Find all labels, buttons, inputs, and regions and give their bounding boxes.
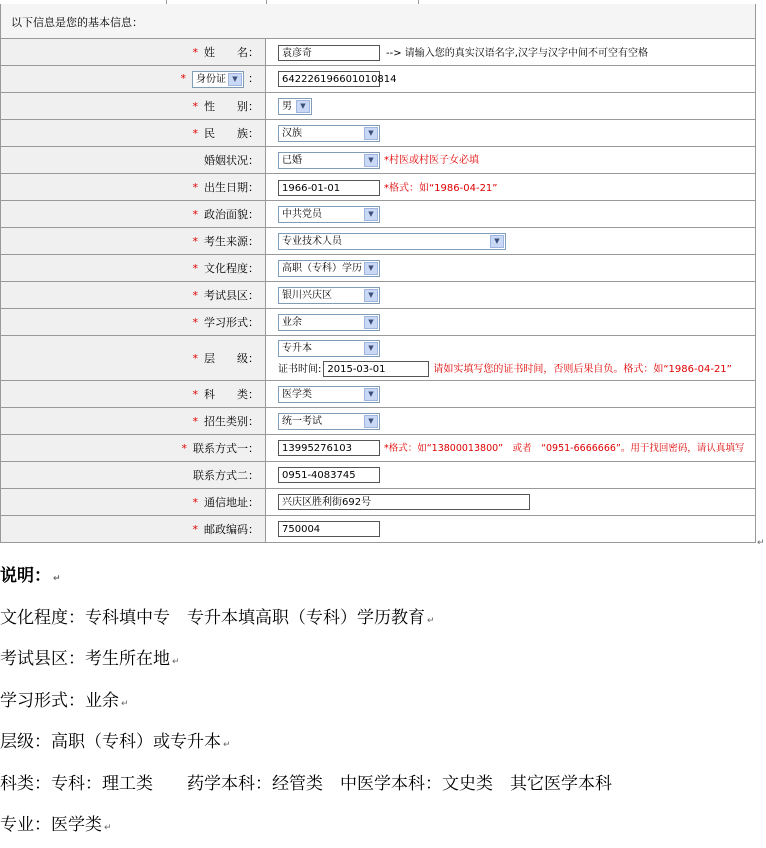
- subject-select[interactable]: [278, 386, 380, 403]
- row-name: [1, 39, 756, 66]
- required-star: *: [192, 262, 198, 275]
- value-cell: [266, 174, 756, 201]
- paragraph-mark-icon: ↵: [172, 657, 180, 667]
- notes-line: 科类：专科：理工类 药学本科：经管类 中医学本科：文史类 其它医学本科: [0, 773, 612, 794]
- value-cell: [266, 228, 756, 255]
- value-cell: [266, 516, 756, 543]
- chevron-down-icon: ▼: [296, 100, 310, 113]
- label-cell: [1, 201, 266, 228]
- notes-title: 说明： ↵: [0, 566, 61, 586]
- political-label: 政治面貌：: [204, 208, 259, 221]
- study-form-select[interactable]: [278, 314, 380, 331]
- chevron-down-icon: ▼: [364, 415, 378, 428]
- row-admission: [1, 408, 756, 435]
- id-type-select[interactable]: [192, 71, 244, 88]
- info-header: [0, 4, 756, 39]
- required-star: *: [192, 496, 198, 509]
- row-subject: [1, 381, 756, 408]
- notes-line: 学习形式：业余 ↵: [0, 690, 129, 711]
- value-cell: [266, 462, 756, 489]
- required-star: *: [192, 289, 198, 302]
- level-select[interactable]: [278, 340, 380, 357]
- chevron-down-icon: ▼: [364, 262, 378, 275]
- required-star: *: [192, 46, 198, 59]
- basic-info-form: [0, 38, 756, 543]
- marital-label: 婚姻状况：: [204, 154, 259, 167]
- marital-hint: *村医或村医子女必填: [384, 155, 479, 167]
- id-type-value: 身份证: [196, 73, 226, 85]
- paragraph-mark-icon: ↵: [104, 823, 112, 833]
- birth-hint: *格式：如“1986-04-21”: [384, 182, 498, 194]
- contact1-hint: *格式：如“13800013800” 或者 “0951-6666666”。用于找回密码，请认真填写: [384, 443, 745, 454]
- chevron-down-icon: ▼: [364, 289, 378, 302]
- label-cell: [1, 255, 266, 282]
- row-birth: [1, 174, 756, 201]
- name-hint: --> 请输入您的真实汉语名字,汉字与汉字中间不可空有空格: [386, 47, 648, 59]
- label-cell: [1, 435, 266, 462]
- required-star: *: [192, 415, 198, 428]
- label-cell: [1, 174, 266, 201]
- value-cell: [266, 201, 756, 228]
- row-gender: [1, 93, 756, 120]
- marital-select[interactable]: [278, 152, 380, 169]
- level-value: 专升本: [282, 342, 312, 354]
- value-cell: [266, 309, 756, 336]
- paragraph-mark-icon: ↵: [53, 574, 61, 584]
- row-political: [1, 201, 756, 228]
- label-cell: [1, 228, 266, 255]
- chevron-down-icon: ▼: [364, 316, 378, 329]
- info-header-text: 以下信息是您的基本信息：: [11, 16, 143, 29]
- notes-line: 层级：高职（专科）或专升本 ↵: [0, 732, 231, 752]
- value-cell: [266, 336, 756, 381]
- paragraph-mark-icon: ↵: [427, 615, 435, 626]
- contact2-label: 联系方式二：: [193, 469, 259, 482]
- value-cell: [266, 93, 756, 120]
- required-star: *: [192, 523, 198, 536]
- admission-label: 招生类别：: [204, 415, 259, 428]
- required-star: *: [192, 235, 198, 248]
- row-source: [1, 228, 756, 255]
- row-postcode: [1, 516, 756, 543]
- district-value: 银川兴庆区: [282, 289, 332, 301]
- postcode-input[interactable]: 750004: [278, 521, 380, 537]
- value-cell: [266, 66, 756, 93]
- ethnic-label: 民 族：: [204, 127, 259, 140]
- chevron-down-icon: ▼: [228, 73, 242, 86]
- address-input[interactable]: 兴庆区胜利街692号: [278, 494, 530, 510]
- ethnic-select[interactable]: [278, 125, 380, 142]
- label-cell: [1, 336, 266, 381]
- id-number-input[interactable]: 642226196601010814: [278, 71, 380, 87]
- marital-value: 已婚: [282, 154, 302, 166]
- subject-label: 科 类：: [204, 388, 259, 401]
- required-star: *: [192, 208, 198, 221]
- chevron-down-icon: ▼: [364, 342, 378, 355]
- cert-time-hint: 请如实填写您的证书时间，否则后果自负。格式：如“1986-04-21”: [433, 363, 732, 375]
- label-cell: [1, 516, 266, 543]
- label-cell: [1, 282, 266, 309]
- paragraph-mark-icon: ↵: [121, 698, 129, 709]
- notes-section: [0, 556, 766, 847]
- value-cell: [266, 255, 756, 282]
- political-value: 中共党员: [282, 208, 322, 220]
- chevron-down-icon: ▼: [364, 208, 378, 221]
- label-cell: [1, 147, 266, 174]
- ethnic-value: 汉族: [282, 127, 302, 139]
- contact1-label: 联系方式一：: [193, 442, 259, 455]
- name-input[interactable]: 袁彦奇: [278, 45, 380, 61]
- gender-label: 性 别：: [204, 100, 259, 113]
- row-contact1: [1, 435, 756, 462]
- required-star: *: [181, 442, 187, 455]
- chevron-down-icon: ▼: [364, 154, 378, 167]
- notes-line: 专业：医学类 ↵: [0, 815, 112, 835]
- label-cell: [1, 93, 266, 120]
- notes-line: 考试县区：考生所在地 ↵: [0, 649, 180, 669]
- birth-date-input[interactable]: 1966-01-01: [278, 180, 380, 196]
- level-label: 层 级：: [204, 352, 259, 365]
- required-star: *: [192, 352, 198, 365]
- label-cell: * 身份证 ▼ ：: [1, 66, 266, 93]
- label-cell: [1, 309, 266, 336]
- label-cell: [1, 120, 266, 147]
- row-contact2: [1, 462, 756, 489]
- value-cell: [266, 435, 756, 462]
- gender-select[interactable]: [278, 98, 312, 115]
- row-education: [1, 255, 756, 282]
- study-form-label: 学习形式：: [204, 316, 259, 329]
- row-address: [1, 489, 756, 516]
- district-label: 考试县区：: [204, 289, 259, 302]
- chevron-down-icon: ▼: [364, 388, 378, 401]
- required-star: *: [192, 100, 198, 113]
- contact2-input[interactable]: 0951-4083745: [278, 467, 380, 483]
- label-cell: [1, 408, 266, 435]
- row-study-form: [1, 309, 756, 336]
- source-value: 专业技术人员: [282, 235, 342, 247]
- gender-value: 男: [282, 100, 292, 112]
- value-cell: [266, 381, 756, 408]
- required-star: *: [180, 72, 186, 86]
- required-star: *: [192, 181, 198, 194]
- notes-line: 文化程度：专科填中专 专升本填高职（专科）学历教育 ↵: [0, 607, 435, 628]
- study-form-value: 业余: [282, 316, 302, 328]
- required-star: *: [192, 127, 198, 140]
- value-cell: [266, 147, 756, 174]
- birth-label: 出生日期：: [204, 181, 259, 194]
- label-cell: [1, 381, 266, 408]
- row-marital: [1, 147, 756, 174]
- label-cell: [1, 39, 266, 66]
- label-cell: [1, 462, 266, 489]
- row-idcard: [1, 66, 756, 93]
- value-cell: [266, 489, 756, 516]
- education-label: 文化程度：: [204, 262, 259, 275]
- value-cell: [266, 282, 756, 309]
- row-district: [1, 282, 756, 309]
- political-select[interactable]: [278, 206, 380, 223]
- value-cell: [266, 408, 756, 435]
- chevron-down-icon: ▼: [364, 127, 378, 140]
- admission-value: 统一考试: [282, 415, 322, 427]
- paragraph-mark-icon: ↵: [223, 740, 231, 750]
- row-ethnic: [1, 120, 756, 147]
- name-label: 姓 名：: [204, 46, 259, 59]
- paragraph-mark-icon: ↵: [757, 538, 765, 548]
- subject-value: 医学类: [282, 388, 312, 400]
- chevron-down-icon: ▼: [490, 235, 504, 248]
- address-label: 通信地址：: [204, 496, 259, 509]
- source-label: 考生来源：: [204, 235, 259, 248]
- source-select[interactable]: [278, 233, 506, 250]
- education-value: 高职（专科）学历: [282, 262, 362, 274]
- value-cell: [266, 39, 756, 66]
- cert-time-label: 证书时间:: [278, 363, 322, 375]
- cert-time-input[interactable]: 2015-03-01: [323, 361, 429, 377]
- label-cell: [1, 489, 266, 516]
- row-level: [1, 336, 756, 381]
- district-select[interactable]: [278, 287, 380, 304]
- education-select[interactable]: [278, 260, 380, 277]
- contact1-input[interactable]: 13995276103: [278, 440, 380, 456]
- required-star: *: [192, 388, 198, 401]
- postcode-label: 邮政编码：: [204, 523, 259, 536]
- value-cell: [266, 120, 756, 147]
- admission-select[interactable]: [278, 413, 380, 430]
- required-star: *: [192, 316, 198, 329]
